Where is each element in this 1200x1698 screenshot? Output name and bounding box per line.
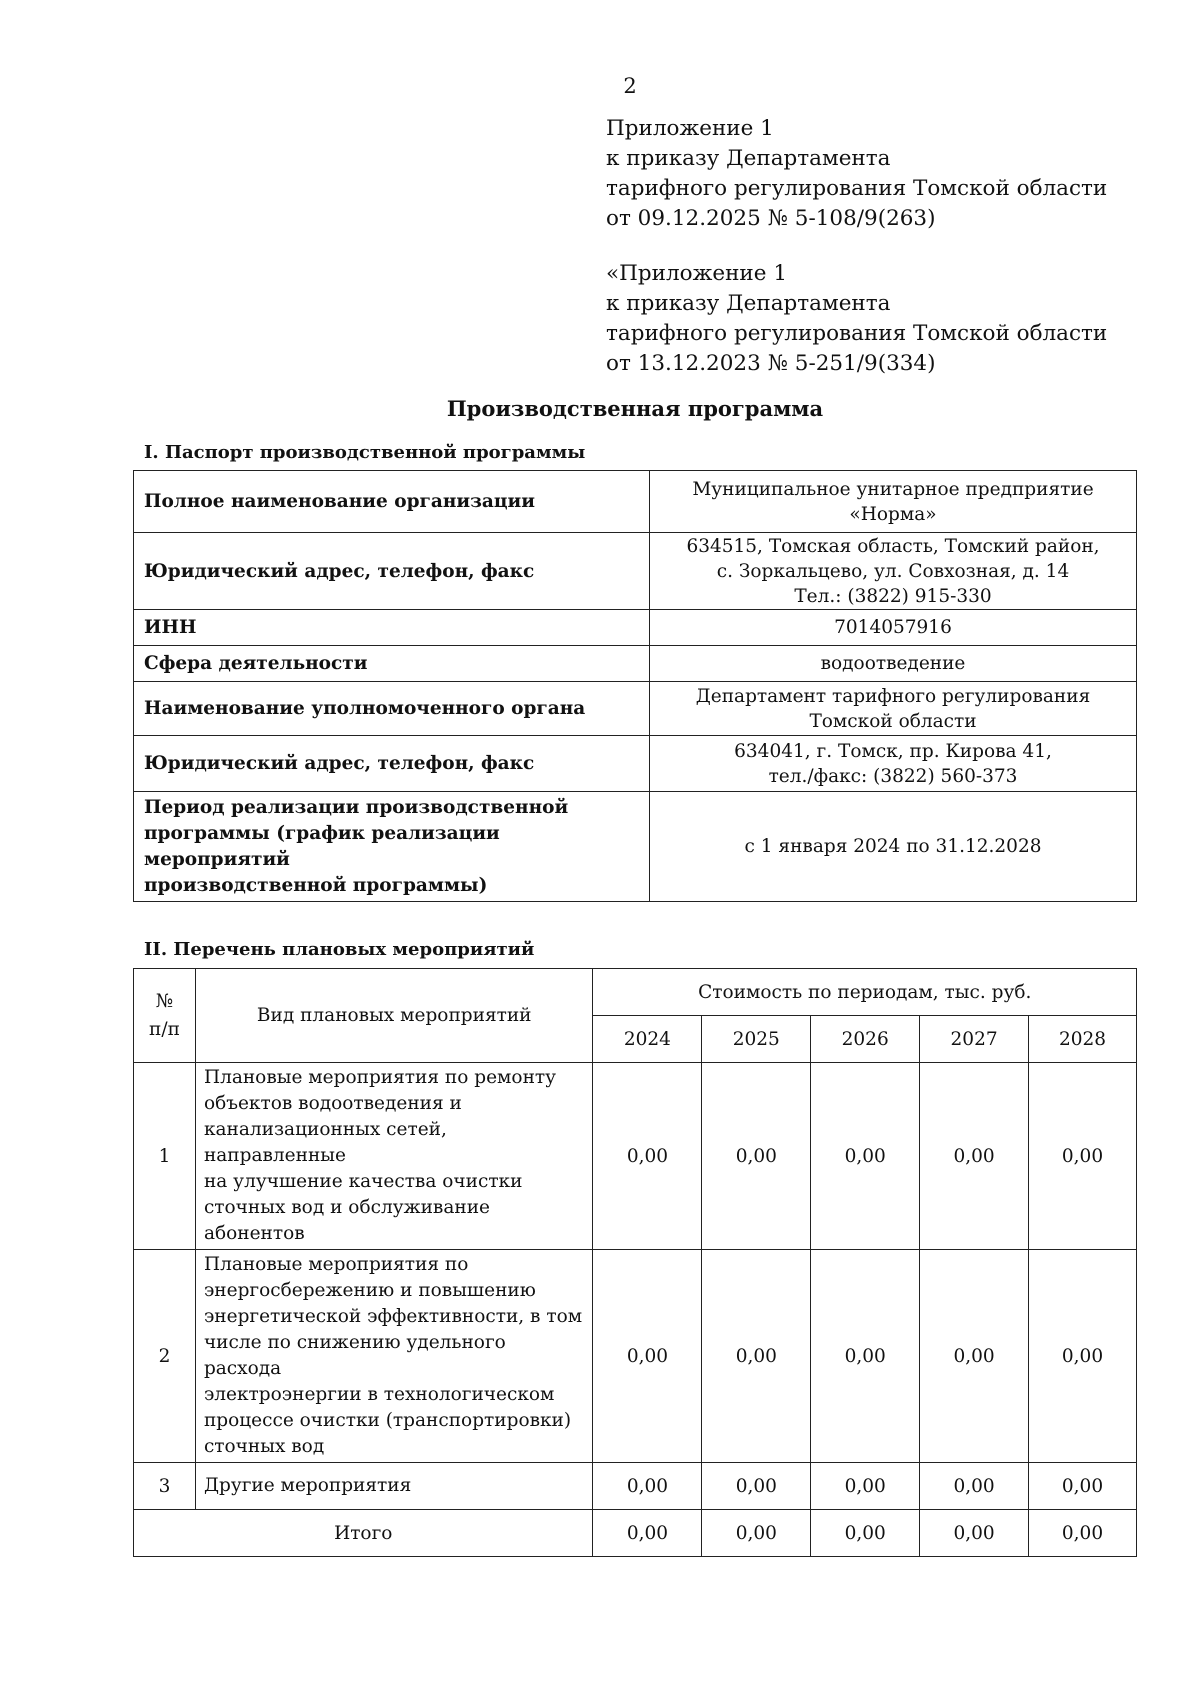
cost-cell: 0,00 — [811, 1250, 920, 1463]
appendix-previous — [606, 259, 1107, 379]
passport-value — [650, 610, 1137, 646]
value-line: Департамент тарифного регулирования — [695, 685, 1091, 707]
passport-label: Юридический адрес, телефон, факс — [134, 736, 650, 792]
cost-cell: 0,00 — [593, 1463, 702, 1510]
kind-header: Вид плановых мероприятий — [195, 969, 593, 1063]
value-line: Тел.: (3822) 915-330 — [794, 585, 992, 607]
passport-label: Сфера деятельности — [134, 646, 650, 682]
desc-line: процессе очистки (транспортировки) — [203, 1410, 572, 1431]
value-line: тел./факс: (3822) 560-373 — [768, 765, 1018, 787]
appendix-line: тарифного регулирования Томской области — [606, 176, 1108, 201]
desc-line: электроэнергии в технологическом — [203, 1384, 555, 1405]
table-row — [134, 1250, 1137, 1463]
desc-line: объектов водоотведения и — [203, 1093, 462, 1114]
appendix-line: от 09.12.2025 № 5-108/9(263) — [606, 206, 936, 231]
section1-title: I. Паспорт производственной программы — [144, 442, 586, 463]
passport-row — [134, 471, 1137, 533]
num-header-line: № — [155, 990, 174, 1012]
passport-label: Юридический адрес, телефон, факс — [134, 533, 650, 610]
label-line: Период реализации производственной — [144, 796, 569, 818]
table-row — [134, 1063, 1137, 1250]
value-line: Муниципальное унитарное предприятие — [692, 478, 1094, 500]
desc-line: Другие мероприятия — [203, 1475, 412, 1496]
header-row — [134, 969, 1137, 1016]
appendix-line: тарифного регулирования Томской области — [606, 321, 1108, 346]
value-line: 634041, г. Томск, пр. Кирова 41, — [734, 740, 1052, 762]
cost-cell: 0,00 — [811, 1063, 920, 1250]
appendix-line: к приказу Департамента — [606, 291, 891, 316]
desc-line: Плановые мероприятия по ремонту — [203, 1067, 557, 1088]
total-cell: 0,00 — [702, 1510, 811, 1557]
total-row — [134, 1510, 1137, 1557]
value-line: 634515, Томская область, Томский район, — [686, 535, 1100, 557]
appendix-line: «Приложение 1 — [606, 261, 787, 286]
cost-cell: 0,00 — [593, 1063, 702, 1250]
passport-value — [650, 533, 1137, 610]
passport-label: Полное наименование организации — [134, 471, 650, 533]
row-description — [195, 1063, 593, 1250]
row-number: 3 — [134, 1463, 196, 1510]
label-line: производственной программы) — [144, 874, 488, 896]
cost-cell: 0,00 — [920, 1463, 1029, 1510]
passport-label — [134, 792, 650, 902]
passport-label: ИНН — [134, 610, 650, 646]
cost-header: Стоимость по периодам, тыс. руб. — [593, 969, 1137, 1016]
measures-table — [133, 968, 1137, 1557]
passport-row — [134, 533, 1137, 610]
appendix-line: от 13.12.2023 № 5-251/9(334) — [606, 351, 936, 376]
row-description — [195, 1250, 593, 1463]
document-title: Производственная программа — [446, 396, 824, 421]
passport-value — [650, 682, 1137, 736]
row-number: 1 — [134, 1063, 196, 1250]
total-cell: 0,00 — [593, 1510, 702, 1557]
cost-cell: 0,00 — [920, 1250, 1029, 1463]
value-line: водоотведение — [820, 653, 966, 674]
value-line: с. Зоркальцево, ул. Совхозная, д. 14 — [716, 560, 1070, 582]
year-header: 2028 — [1029, 1016, 1137, 1063]
appendix-current — [606, 114, 1107, 234]
table-row — [134, 1463, 1137, 1510]
year-header: 2024 — [593, 1016, 702, 1063]
value-line: Томской области — [809, 710, 977, 732]
passport-row — [134, 736, 1137, 792]
passport-label: Наименование уполномоченного органа — [134, 682, 650, 736]
desc-line: энергетической эффективности, в том — [203, 1306, 583, 1327]
desc-line: абонентов — [203, 1223, 305, 1244]
cost-cell: 0,00 — [1029, 1250, 1137, 1463]
year-header: 2025 — [702, 1016, 811, 1063]
desc-line: числе по снижению удельного расхода — [203, 1332, 506, 1379]
passport-row — [134, 610, 1137, 646]
desc-line: канализационных сетей, направленные — [203, 1119, 447, 1166]
passport-value — [650, 736, 1137, 792]
passport-row — [134, 682, 1137, 736]
row-number: 2 — [134, 1250, 196, 1463]
desc-line: энергосбережению и повышению — [203, 1280, 536, 1301]
cost-cell: 0,00 — [1029, 1463, 1137, 1510]
label-line: программы (график реализации мероприятий — [144, 822, 500, 870]
total-cell: 0,00 — [920, 1510, 1029, 1557]
row-description — [195, 1463, 593, 1510]
cost-cell: 0,00 — [1029, 1063, 1137, 1250]
cost-cell: 0,00 — [811, 1463, 920, 1510]
passport-value — [650, 471, 1137, 533]
passport-table — [133, 470, 1137, 902]
cost-cell: 0,00 — [702, 1463, 811, 1510]
appendix-line: к приказу Департамента — [606, 146, 891, 171]
value-line: 7014057916 — [834, 617, 952, 638]
passport-value — [650, 792, 1137, 902]
year-header: 2026 — [811, 1016, 920, 1063]
passport-value — [650, 646, 1137, 682]
desc-line: на улучшение качества очистки — [203, 1171, 523, 1192]
desc-line: Плановые мероприятия по — [203, 1254, 469, 1275]
total-cell: 0,00 — [1029, 1510, 1137, 1557]
value-line: «Норма» — [849, 503, 937, 525]
cost-cell: 0,00 — [702, 1063, 811, 1250]
desc-line: сточных вод и обслуживание — [203, 1197, 490, 1218]
num-header-line: п/п — [149, 1018, 180, 1040]
page-number: 2 — [623, 74, 637, 98]
cost-cell: 0,00 — [593, 1250, 702, 1463]
passport-row — [134, 646, 1137, 682]
value-line: с 1 января 2024 по 31.12.2028 — [744, 836, 1042, 857]
appendix-line: Приложение 1 — [606, 116, 774, 141]
cost-cell: 0,00 — [702, 1250, 811, 1463]
total-label: Итого — [134, 1510, 593, 1557]
passport-row — [134, 792, 1137, 902]
num-header — [134, 969, 196, 1063]
desc-line: сточных вод — [203, 1436, 325, 1457]
total-cell: 0,00 — [811, 1510, 920, 1557]
section2-title: II. Перечень плановых мероприятий — [144, 939, 535, 960]
year-header: 2027 — [920, 1016, 1029, 1063]
cost-cell: 0,00 — [920, 1063, 1029, 1250]
